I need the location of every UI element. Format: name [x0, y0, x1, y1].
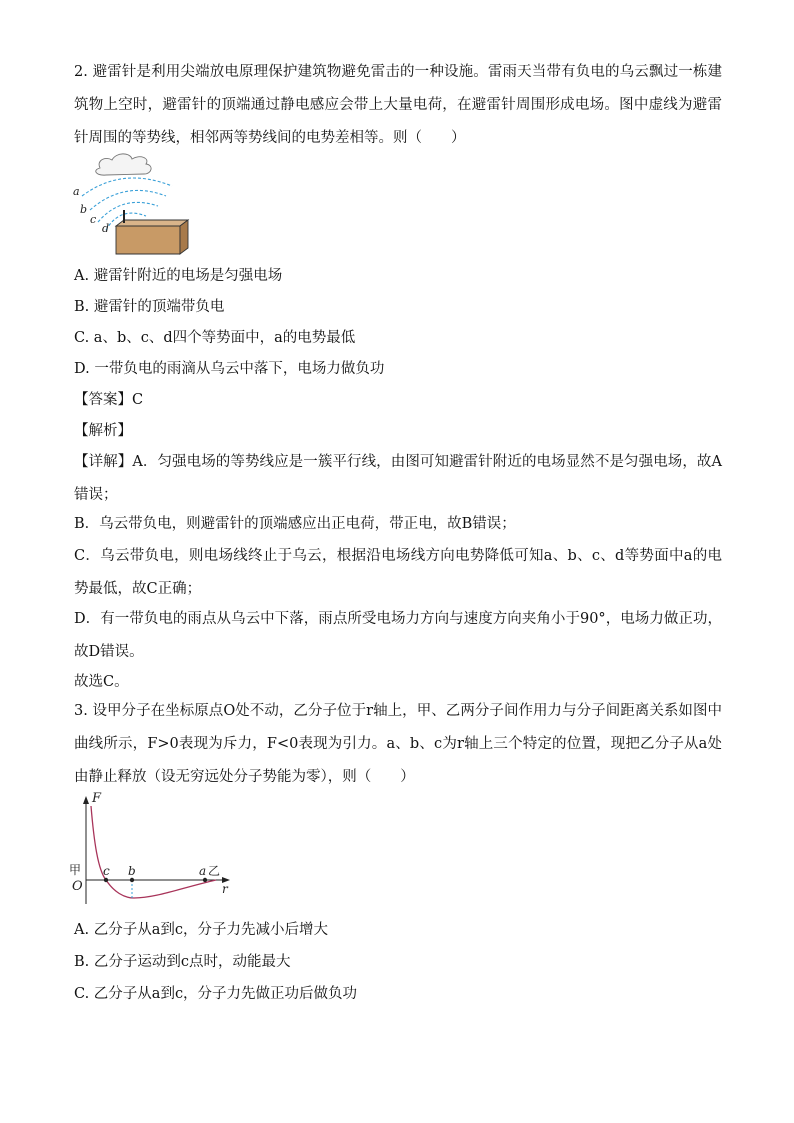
q2-stem: 2. 避雷针是利用尖端放电原理保护建筑物避免雷击的一种设施。雷雨天当带有负电的乌云飘过一栋建筑物上空时，避雷针的顶端通过静电感应会带上大量电荷，在避雷针周围形成电场。图中虚线为避雷针周围的等势线，相邻两等势线间的电势差相等。则（ ） [74, 64, 722, 146]
q2-analysis-d: D．有一带负电的雨点从乌云中下落，雨点所受电场力方向与速度方向夹角小于90°，电场力做正功，故D错误。 [74, 611, 722, 660]
f-axis-label: F [92, 791, 102, 806]
point-c [104, 878, 108, 882]
q2-option-c: C. a、b、c、d四个等势面中，a的电势最低 [74, 330, 356, 346]
label-c: c [90, 213, 97, 226]
r-axis-label: r [222, 882, 228, 896]
q2-conclusion: 故选C。 [74, 674, 129, 690]
label-d: d [102, 222, 110, 235]
b-label: b [128, 864, 136, 878]
f-axis-arrow [83, 796, 89, 804]
q3-option-c: C. 乙分子从a到c，分子力先做正功后做负功 [74, 986, 358, 1002]
q3-option-a: A. 乙分子从a到c，分子力先减小后增大 [74, 922, 328, 938]
q2-answer: 【答案】C [74, 392, 144, 408]
equipotential-line-a [82, 178, 172, 196]
lightning-rod-figure [70, 150, 210, 260]
q3-stem: 3. 设甲分子在坐标原点O处不动，乙分子位于r轴上，甲、乙两分子间作用力与分子间距离关系如图中曲线所示，F>0表现为斥力，F<0表现为引力。a、b、c为r轴上三个特定的位置，现把乙分子从a处由静止释放（设无穷远处分子势能为零），则（ ） [74, 703, 722, 785]
q3-option-b: B. 乙分子运动到c点时，动能最大 [74, 954, 291, 970]
q2-analysis-c: C．乌云带负电，则电场线终止于乌云，根据沿电场线方向电势降低可知a、b、c、d等势面中a的电势最低，故C正确； [74, 548, 722, 597]
point-a [203, 878, 207, 882]
building-side [180, 220, 188, 254]
jia-label: 甲 [69, 863, 82, 877]
force-curve [91, 806, 216, 898]
equipotential-line-c [98, 202, 158, 222]
yi-label: 乙 [208, 864, 221, 878]
a-label: a [199, 864, 207, 878]
molecular-force-figure [66, 792, 236, 912]
q2-analysis-b: B．乌云带负电，则避雷针的顶端感应出正电荷，带正电，故B错误； [74, 516, 516, 532]
cloud-icon [96, 154, 151, 175]
c-label: c [103, 864, 110, 878]
q2-option-b: B. 避雷针的顶端带负电 [74, 299, 225, 315]
origin-label: O [72, 879, 83, 894]
q2-analysis-a: 【详解】A．匀强电场的等势线应是一簇平行线，由图可知避雷针附近的电场显然不是匀强电场，故A错误； [74, 454, 722, 503]
building-top [116, 220, 188, 226]
q2-option-a: A. 避雷针附近的电场是匀强电场 [74, 268, 283, 284]
point-b [130, 878, 134, 882]
building-front [116, 226, 180, 254]
q2-analysis-title: 【解析】 [74, 423, 132, 439]
q2-option-d: D. 一带负电的雨滴从乌云中落下，电场力做负功 [74, 361, 385, 377]
equipotential-line-b [90, 190, 166, 210]
label-a: a [73, 185, 80, 198]
label-b: b [80, 203, 88, 216]
